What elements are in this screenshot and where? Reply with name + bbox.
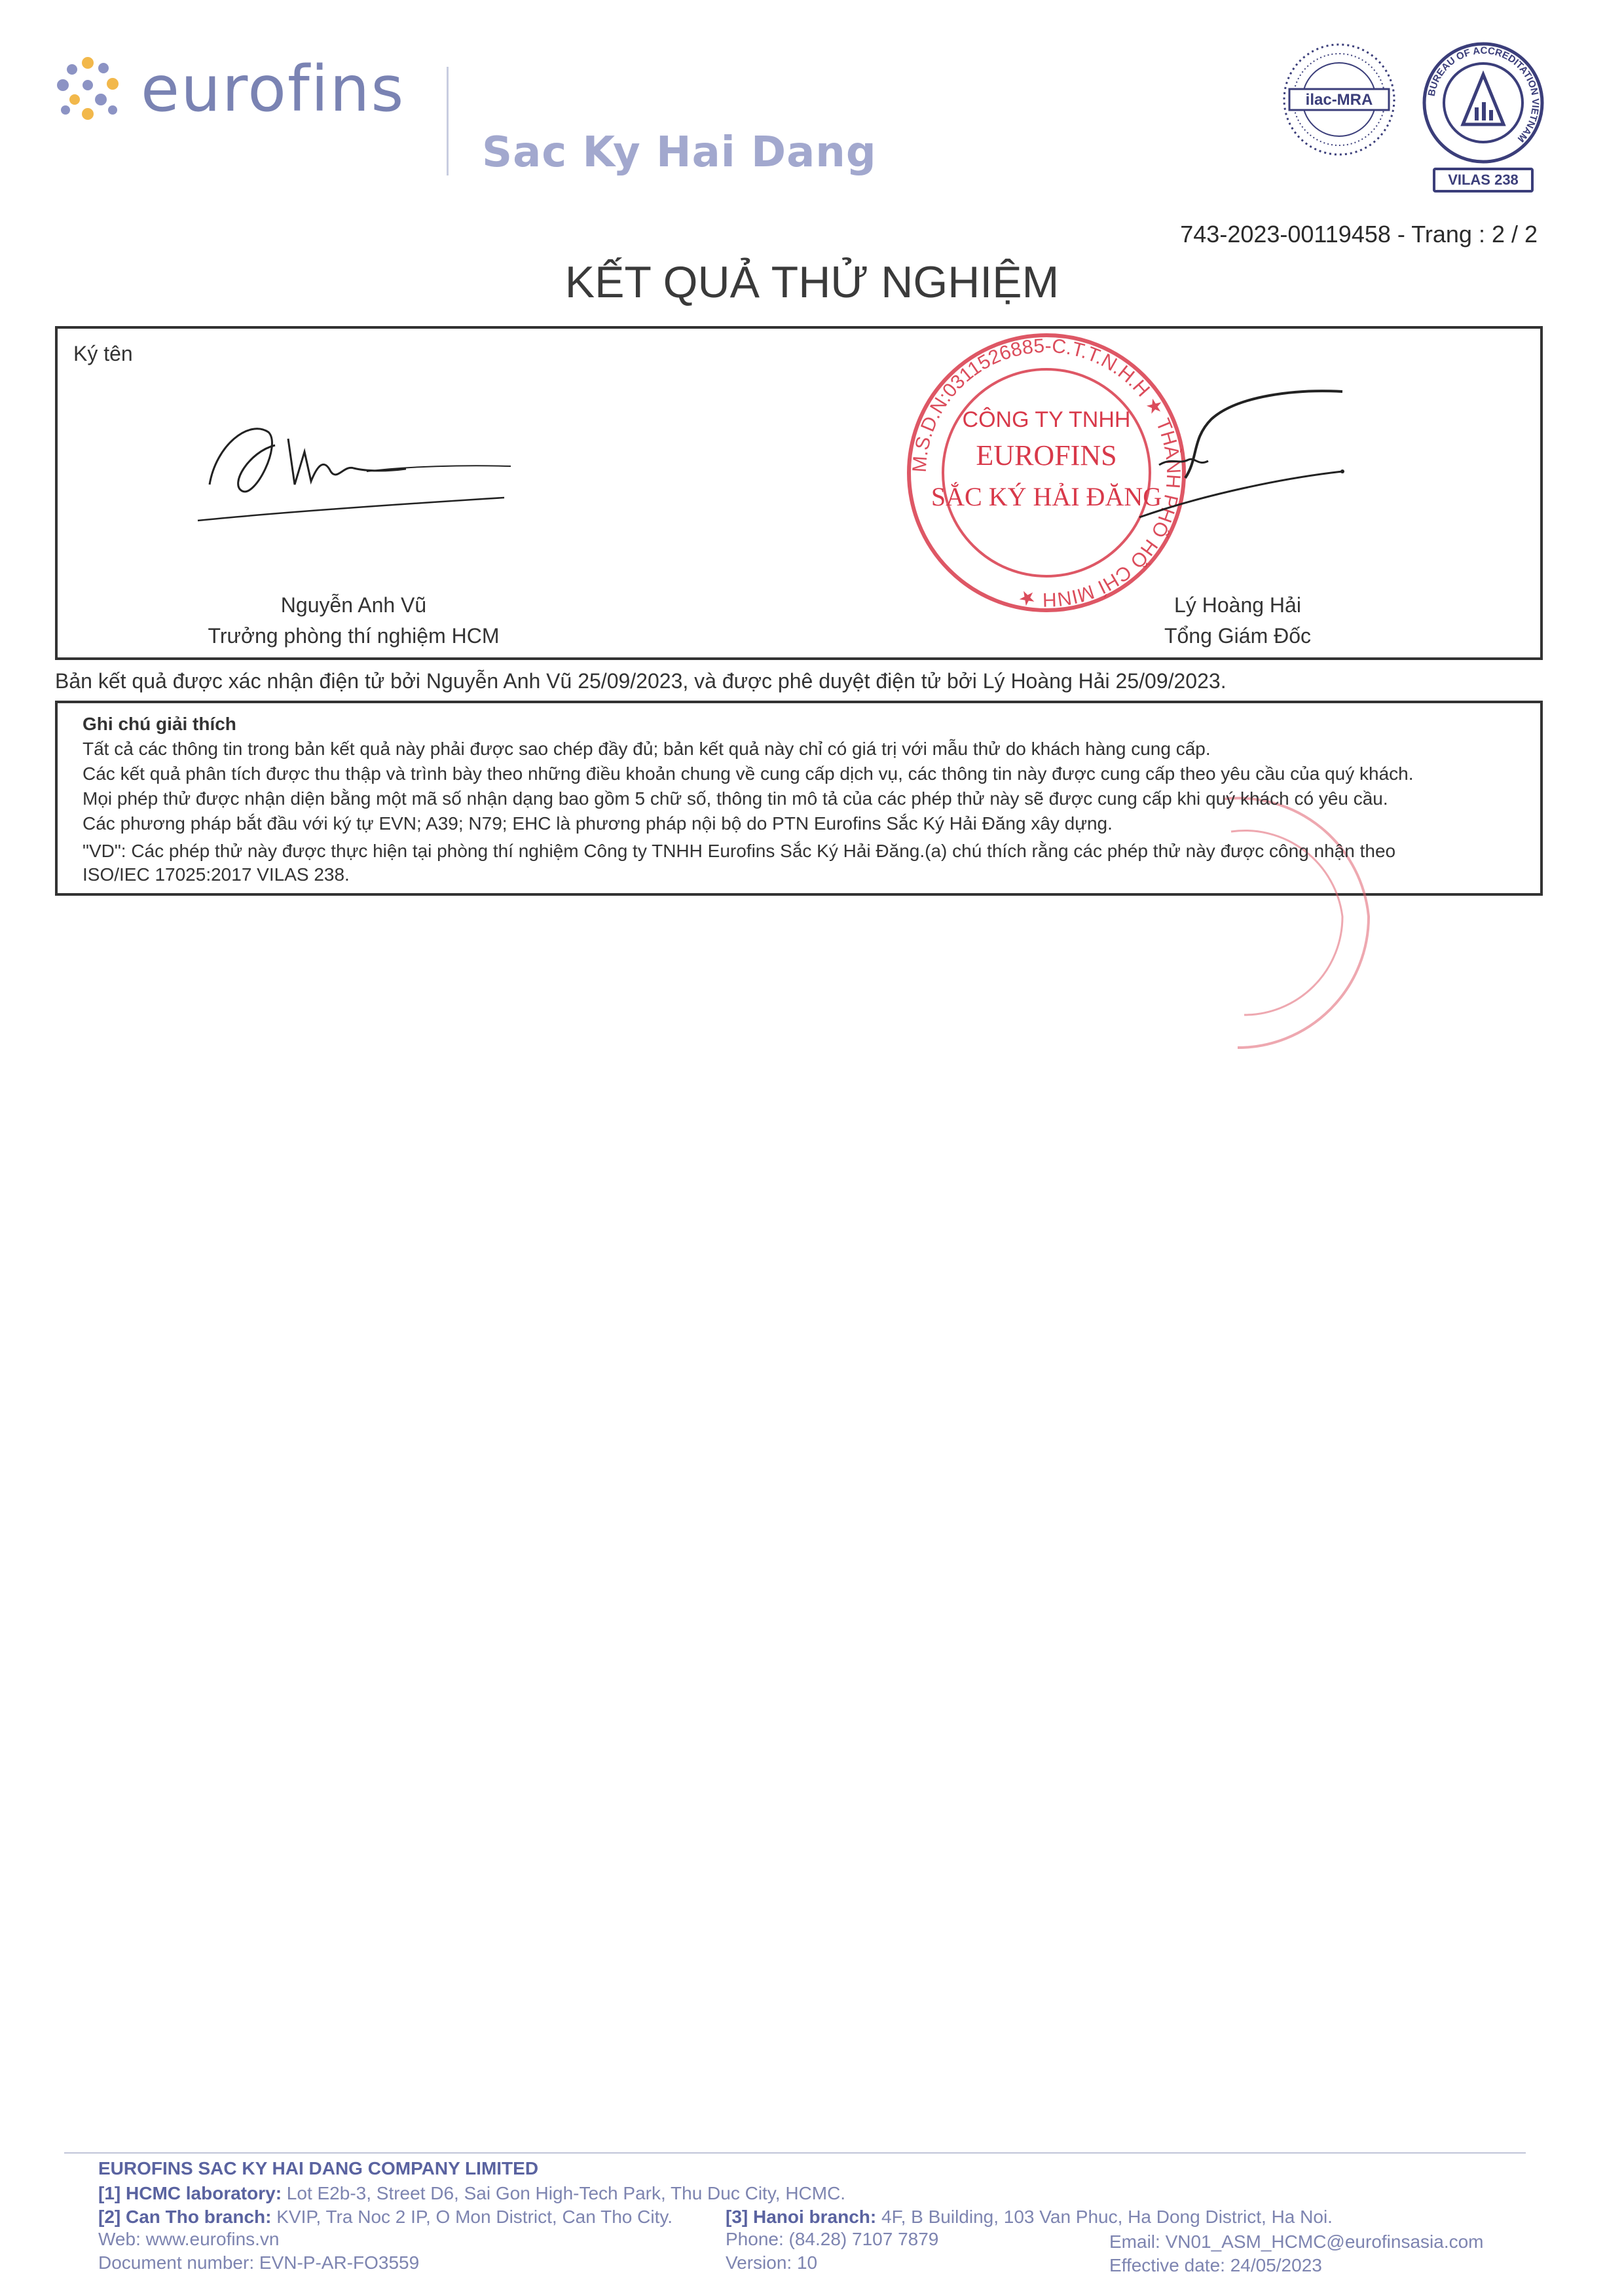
footer-cantho-label: [2] Can Tho branch: <box>98 2207 272 2227</box>
approval-statement: Bản kết quả được xác nhận điện tử bởi Nguyễn Anh Vũ 25/09/2023, và được phê duyệt điện tử bởi Lý Hoàng Hải 25/09/2023. <box>55 669 1227 693</box>
note-line: Mọi phép thử được nhận diện bằng một mã số nhận dạng bao gồm 5 chữ số, thông tin mô tả của các phép thử này sẽ được cung cấp khi quý khách có yêu cầu. <box>83 788 1388 809</box>
footer-email: Email: VN01_ASM_HCMC@eurofinsasia.com <box>1109 2231 1484 2252</box>
bureau-ring-text: BUREAU OF ACCREDITATION VIETNAM <box>1426 45 1541 145</box>
subsidiary-name: Sac Ky Hai Dang <box>482 128 877 177</box>
bureau-of-accreditation-badge-icon <box>1421 41 1545 165</box>
footer-hcmc-label: [1] HCMC laboratory: <box>98 2183 282 2203</box>
stamp-line-3: SẮC KÝ HẢI ĐĂNG <box>931 482 1162 511</box>
signer-1-role: Trưởng phòng thí nghiệm HCM <box>208 624 500 648</box>
notes-title: Ghi chú giải thích <box>83 714 236 734</box>
stamp-overlap-icon <box>1218 786 1388 1061</box>
footer-hcmc-address <box>98 2183 845 2204</box>
footer-company-name: EUROFINS SAC KY HAI DANG COMPANY LIMITED <box>98 2158 539 2178</box>
eurofins-logo-icon <box>51 54 124 127</box>
signature-1-icon <box>190 406 530 543</box>
note-line: ISO/IEC 17025:2017 VILAS 238. <box>83 864 350 885</box>
signer-2-role: Tổng Giám Đốc <box>1164 624 1312 648</box>
ilac-mra-badge-icon <box>1280 41 1398 158</box>
footer-version: Version: 10 <box>726 2252 818 2273</box>
page-title: KẾT QUẢ THỬ NGHIỆM <box>564 257 1060 307</box>
footer-document-number: Document number: EVN-P-AR-FO3559 <box>98 2252 420 2273</box>
ilac-mra-label: ilac-MRA <box>1305 91 1373 109</box>
stamp-ring-text: M.S.D.N:0311526885-C.T.T.N.H.H ★ THÀNH PHỐ HỒ CHÍ MINH ★ <box>908 335 1185 611</box>
note-line: Các kết quả phân tích được thu thập và trình bày theo những điều khoản chung về cung cấp dịch vụ, các thông tin này được cung cấp theo yêu cầu của quý khách. <box>83 763 1414 784</box>
footer-web: Web: www.eurofins.vn <box>98 2229 280 2249</box>
vilas-badge: VILAS 238 <box>1433 168 1534 193</box>
footer-hanoi-text: 4F, B Building, 103 Van Phuc, Ha Dong District, Ha Noi. <box>881 2207 1333 2227</box>
header-divider <box>447 67 449 175</box>
stamp-line-1: CÔNG TY TNHH <box>962 407 1131 432</box>
footer-hanoi-address <box>726 2207 1333 2228</box>
document-reference: 743-2023-00119458 - Trang : 2 / 2 <box>1180 221 1538 248</box>
footer-phone: Phone: (84.28) 7107 7879 <box>726 2229 939 2249</box>
footer-cantho-text: KVIP, Tra Noc 2 IP, O Mon District, Can Tho City. <box>276 2207 673 2227</box>
footer-divider <box>64 2152 1526 2154</box>
signature-label: Ký tên <box>73 342 133 365</box>
note-line: "VD": Các phép thử này được thực hiện tại phòng thí nghiệm Công ty TNHH Eurofins Sắc Ký Hải Đăng.(a) chú thích rằng các phép thử này được công nhận theo <box>83 841 1396 861</box>
note-line: Các phương pháp bắt đầu với ký tự EVN; A39; N79; EHC là phương pháp nội bộ do PTN Eurofins Sắc Ký Hải Đăng xây dựng. <box>83 813 1113 834</box>
signer-1-name: Nguyễn Anh Vũ <box>280 593 427 617</box>
footer-cantho-address <box>98 2207 673 2228</box>
note-line: Tất cả các thông tin trong bản kết quả này phải được sao chép đầy đủ; bản kết quả này chỉ có giá trị với mẫu thử do khách hàng cung cấp. <box>83 739 1211 759</box>
footer-hcmc-text: Lot E2b-3, Street D6, Sai Gon High-Tech Park, Thu Duc City, HCMC. <box>286 2183 846 2203</box>
footer-hanoi-label: [3] Hanoi branch: <box>726 2207 877 2227</box>
logo-wordmark: eurofins <box>141 52 405 126</box>
footer-effective-date: Effective date: 24/05/2023 <box>1109 2255 1322 2275</box>
stamp-line-2: EUROFINS <box>976 439 1117 471</box>
signature-2-icon <box>1126 380 1362 524</box>
signer-2-name: Lý Hoàng Hải <box>1174 593 1301 617</box>
